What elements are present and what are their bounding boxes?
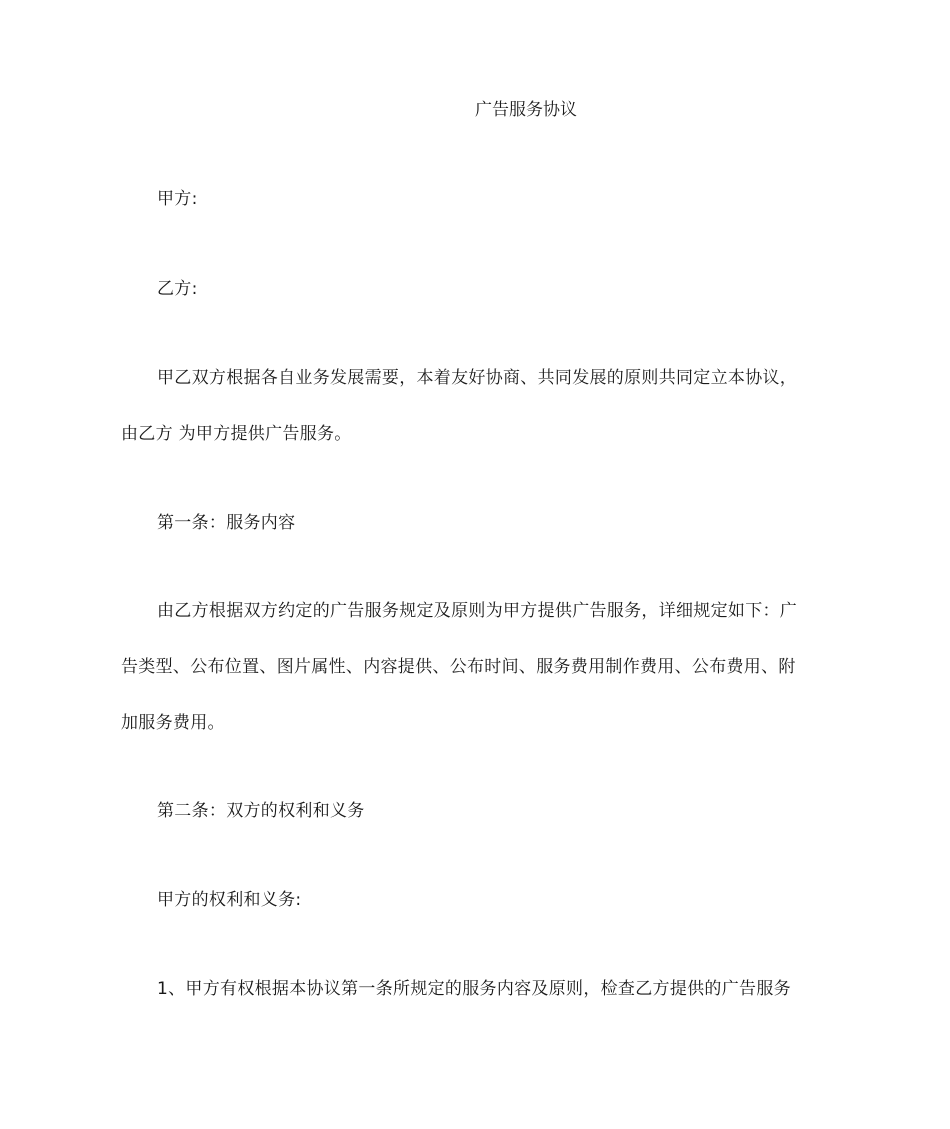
article-1-paragraph-line-3: 加服务费用。 [121,713,225,733]
article-1-paragraph-line-2: 告类型、公布位置、图片属性、内容提供、公布时间、服务费用制作费用、公布费用、附 [121,657,796,677]
article-1-paragraph-line-1: 由乙方根据双方约定的广告服务规定及原则为甲方提供广告服务，详细规定如下：广 [157,601,798,621]
party-a-rights-heading: 甲方的权利和义务: [157,890,302,910]
party-a-label: 甲方: [157,189,198,209]
article-1-heading: 第一条：服务内容 [157,513,296,533]
party-b-label: 乙方: [157,279,198,299]
document-title: 广告服务协议 [475,100,577,120]
intro-paragraph-line-1: 甲乙双方根据各自业务发展需要，本着友好协商、共同发展的原则共同定立本协议， [157,368,798,388]
intro-paragraph-line-2: 由乙方 为甲方提供广告服务。 [121,424,352,444]
article-2-heading: 第二条：双方的权利和义务 [157,801,365,821]
item-1-line-1: 1、甲方有权根据本协议第一条所规定的服务内容及原则，检查乙方提供的广告服务 [157,979,791,999]
